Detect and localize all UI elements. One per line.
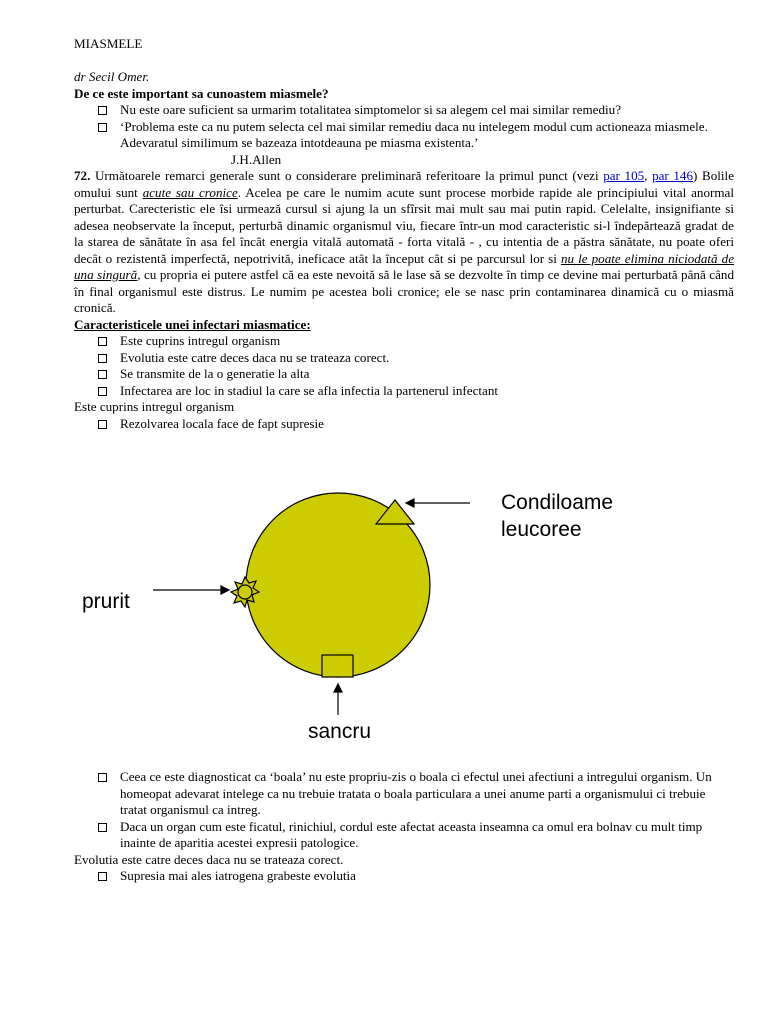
doc-author: dr Secil Omer. (74, 69, 150, 84)
miasm-diagram (0, 460, 768, 760)
list-item: Supresia mai ales iatrogena grabeste evolutia (74, 868, 734, 885)
checkbox-bullet-icon (98, 370, 107, 379)
checkbox-bullet-icon (98, 387, 107, 396)
checkbox-bullet-icon (98, 123, 107, 132)
subheading-organism: Este cuprins intregul organism (74, 399, 235, 414)
arrow-condiloame (406, 499, 470, 507)
label-prurit: prurit (82, 590, 130, 613)
list-item: Se transmite de la o generatie la alta (74, 366, 734, 383)
characteristics-heading: Caracteristicele unei infectari miasmatice: (74, 316, 311, 332)
question-heading: De ce este important sa cunoastem miasmele? (74, 85, 329, 101)
subheading-evolution: Evolutia este catre deces daca nu se trateaza corect. (74, 851, 344, 867)
arrow-prurit (153, 586, 229, 594)
list-item: Rezolvarea locala face de fapt supresie (74, 416, 734, 433)
checkbox-bullet-icon (98, 106, 107, 115)
checkbox-bullet-icon (98, 420, 107, 429)
list-item: Evolutia este catre deces daca nu se trateaza corect. (74, 350, 734, 367)
label-sancru: sancru (308, 720, 372, 743)
list-item: Ceea ce este diagnosticat ca ‘boala’ nu este propriu-zis o boala ci efectul unei afectiuni a intregului organism. Un homeopat adevarat intelege ca nu trebuie tratata o boala particulara a unei anume parti a organismului ci trebuie tratat organismul ca intreg. (74, 769, 734, 819)
document-body (74, 36, 734, 432)
list-item: Este cuprins intregul organism (74, 333, 734, 350)
document-body-lower (74, 769, 734, 885)
list-item: Infectarea are loc in stadiul la care se afla infectia la partenerul infectant (74, 383, 734, 400)
checkbox-bullet-icon (98, 872, 107, 881)
checkbox-bullet-icon (98, 354, 107, 363)
label-leucoree: leucoree (501, 518, 582, 541)
list-item: Nu este oare suficient sa urmarim totalitatea simptomelor si sa alegem cel mai similar remediu? (74, 102, 734, 119)
link-par-105[interactable]: par 105 (603, 168, 645, 183)
link-par-146[interactable]: par 146 (652, 168, 694, 183)
paragraph-72: 72. Următoarele remarci generale sunt o considerare preliminară referitoare la primul punct (vezi par 105, par 146) Bolile omului sunt acute sau cronice. Acelea pe care le numim acute sunt procese morbide rapide ale principiului vital anormal perturbat. Carecteristic ele îsi urmează cursul si ajung la un sfîrsit mai mult sau mai putin rapid. Celelalte, insignifiante si adesea neobservate la început, perturbă dinamic organismul viu, fiecare într-un mod caracteristic si-l îndepărtează gradat de la starea de sănătate în asa fel încât energia vitală automată - forta vitală - , cu intentia de a păstra sănătate, nu poate oferi decât o rezistentă imperfectă, nepotrivită, ineficace atât la început cât si pe parcursul lor si nu le poate elimina niciodată de una singură, cu propria ei putere astfel că ea este nevoită să le lase să se dezvolte în timp ce devine mai perturbată până când în final organismul este distrus. Le numim pe acestea boli cronice; ele se nasc prin contaminarea dinamică cu o miasmă cronică. (74, 168, 735, 315)
checkbox-bullet-icon (98, 823, 107, 832)
label-condiloame: Condiloame (501, 491, 614, 514)
checkbox-bullet-icon (98, 773, 107, 782)
checkbox-bullet-icon (98, 337, 107, 346)
list-item: ‘Problema este ca nu putem selecta cel mai similar remediu daca nu intelegem modul cum actioneaza miasmele. Adevaratul similimum se bazeaza intotdeauna pe miasma existenta.’ (74, 119, 734, 152)
quote-author: J.H.Allen (231, 151, 282, 167)
arrow-sancru (334, 684, 342, 715)
doc-title: MIASMELE (74, 36, 143, 51)
sancru-square-icon (322, 655, 353, 677)
list-item: Daca un organ cum este ficatul, rinichiul, cordul este afectat aceasta inseamna ca omul era bolnav cu mult timp inainte de aparitia acestei expresii patologice. (74, 819, 734, 852)
